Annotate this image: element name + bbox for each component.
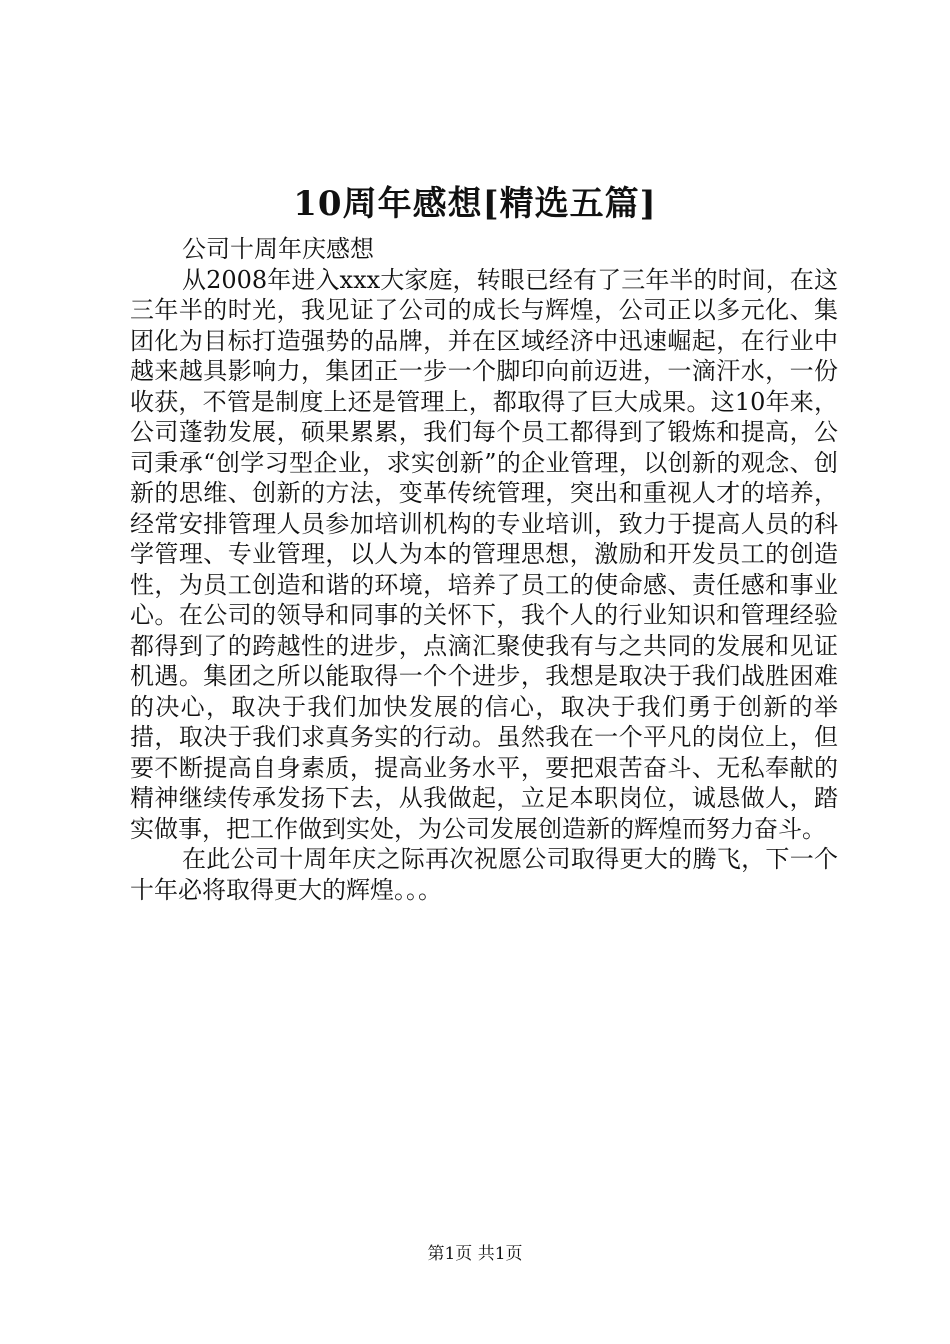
page-number-footer: 第1页 共1页 <box>427 1244 523 1264</box>
document-body <box>130 234 838 905</box>
document-title: 10周年感想[精选五篇] <box>293 184 657 224</box>
body-paragraph-1: 从2008年进入xxx大家庭，转眼已经有了三年半的时间，在这三年半的时光，我见证了公司的成长与辉煌，公司正以多元化、集团化为目标打造强势的品牌，并在区域经济中迅速崛起，在行业中越来越具影响力，集团正一步一个脚印向前迈进，一滴汗水，一份收获，不管是制度上还是管理上，都取得了巨大成果。这10年来，公司蓬勃发展，硕果累累，我们每个员工都得到了锻炼和提高，公司秉承“创学习型企业，求实创新”的企业管理，以创新的观念、创新的思维、创新的方法，变革传统管理，突出和重视人才的培养，经常安排管理人员参加培训机构的专业培训，致力于提高人员的科学管理、专业管理，以人为本的管理思想，激励和开发员工的创造性，为员工创造和谐的环境，培养了员工的使命感、责任感和事业心。在公司的领导和同事的关怀下，我个人的行业知识和管理经验都得到了的跨越性的进步，点滴汇聚使我有与之共同的发展和见证机遇。集团之所以能取得一个个进步，我想是取决于我们战胜困难的决心，取决于我们加快发展的信心，取决于我们勇于创新的举措，取决于我们求真务实的行动。虽然我在一个平凡的岗位上，但要不断提高自身素质，提高业务水平，要把艰苦奋斗、无私奉献的精神继续传承发扬下去，从我做起，立足本职岗位，诚恳做人，踏实做事，把工作做到实处，为公司发展创造新的辉煌而努力奋斗。 <box>130 265 838 843</box>
body-paragraph-2: 在此公司十周年庆之际再次祝愿公司取得更大的腾飞，下一个十年必将取得更大的辉煌。。。 <box>130 845 838 904</box>
subtitle-line: 公司十周年庆感想 <box>182 235 374 263</box>
